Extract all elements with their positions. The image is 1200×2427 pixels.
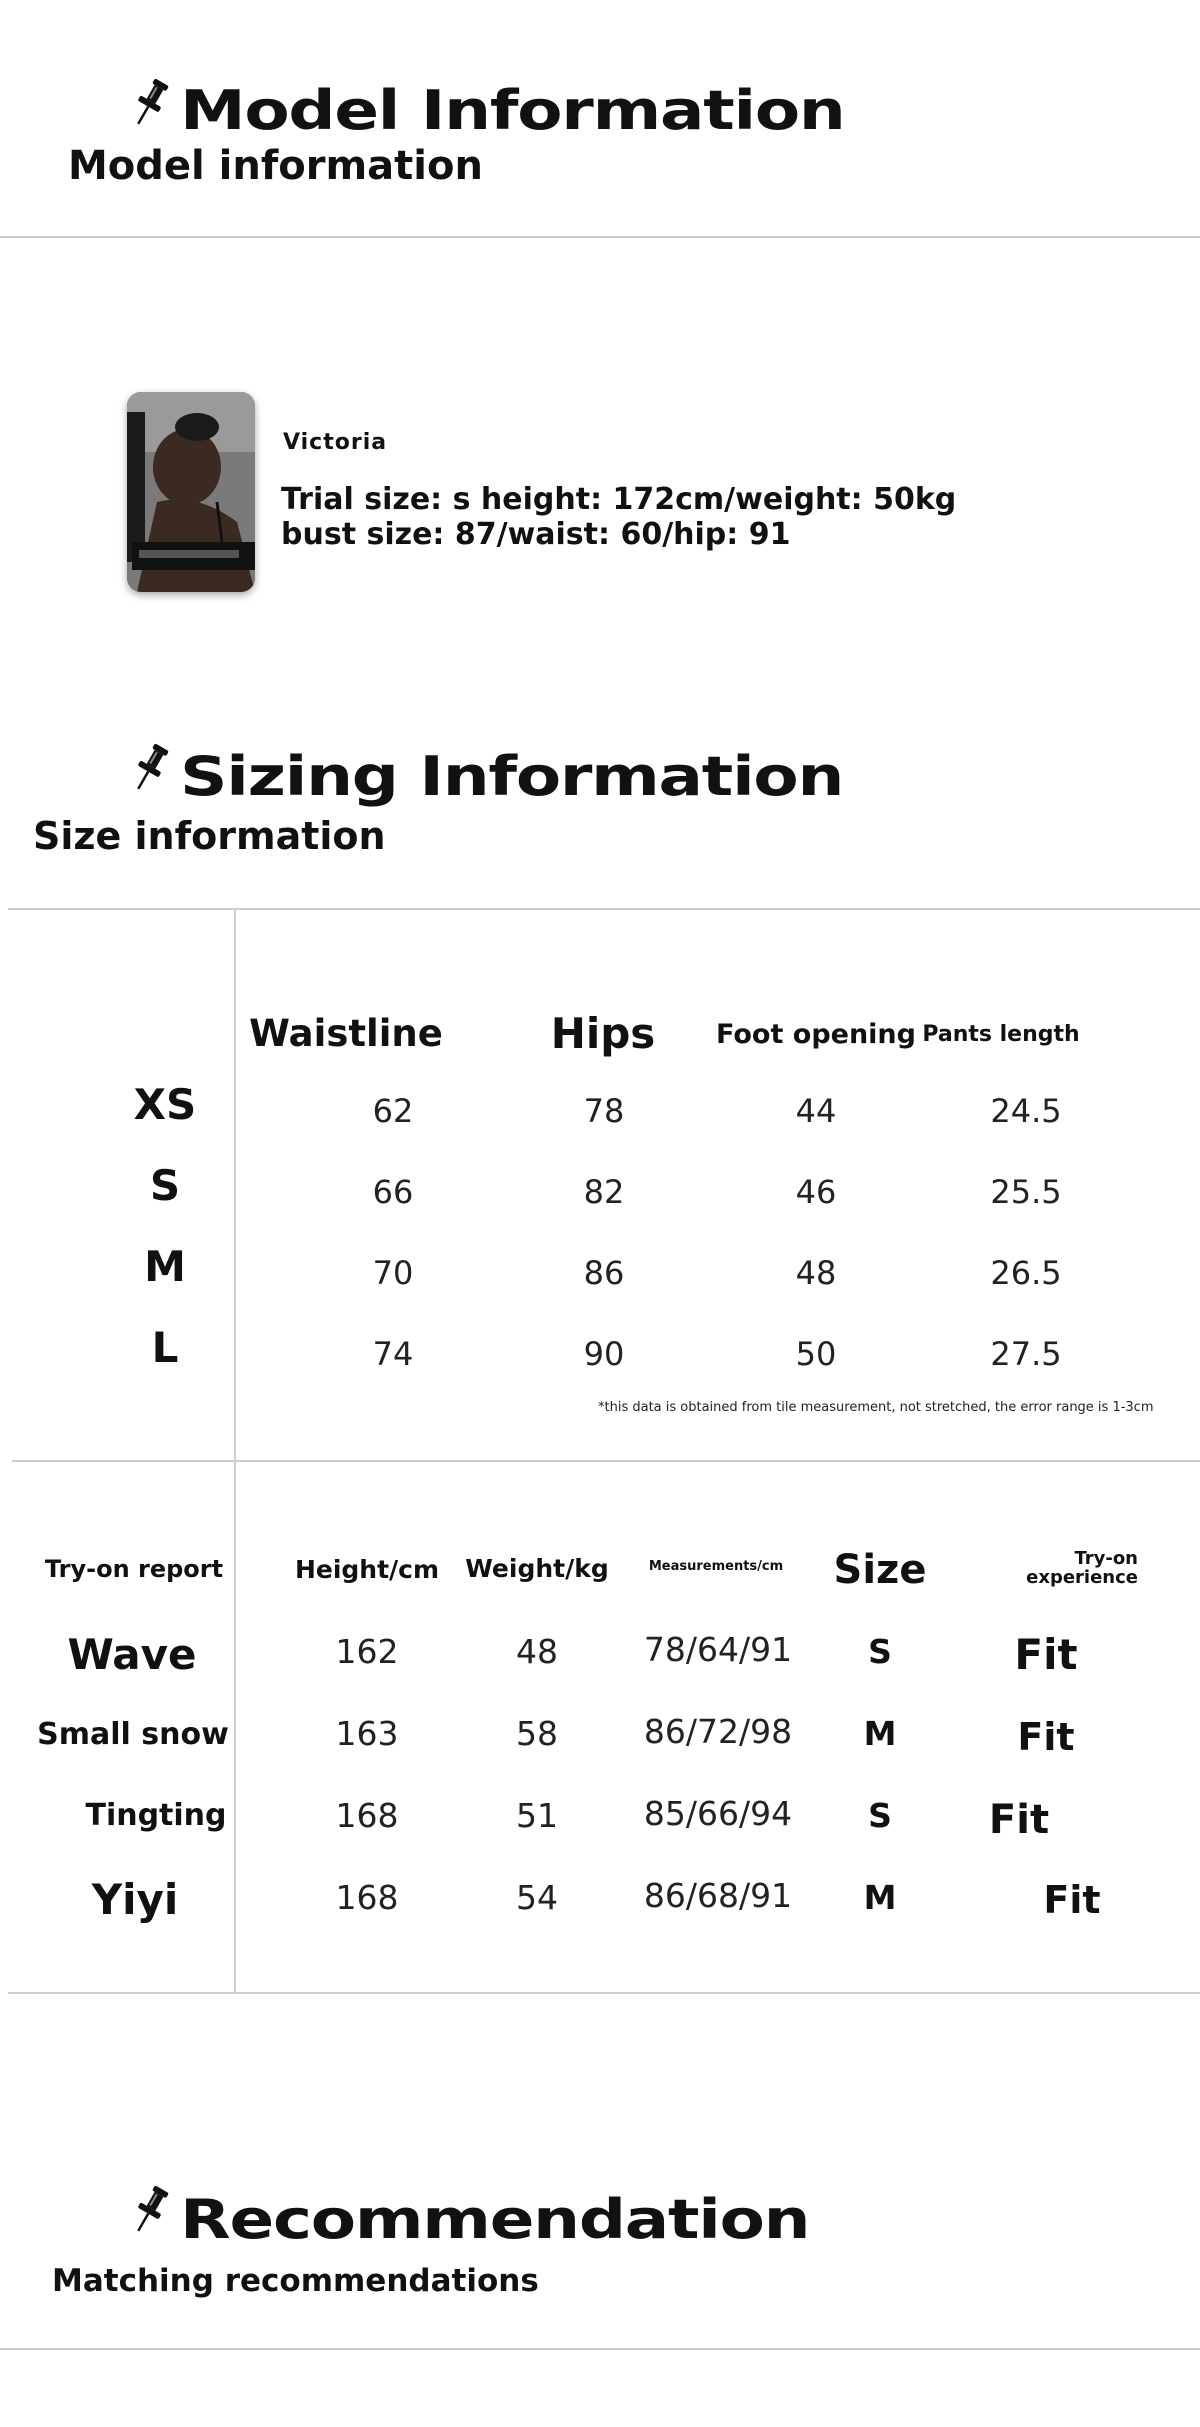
tryon-tingting-weight: 51: [516, 1796, 558, 1835]
pushpin-icon: [130, 742, 170, 794]
tryon-report-label: Try-on report: [44, 1555, 224, 1583]
size-m-hips: 86: [583, 1254, 625, 1292]
column-header-height: Height/cm: [294, 1555, 440, 1584]
size-s-waistline: 66: [372, 1173, 414, 1211]
size-l-foot-opening: 50: [795, 1335, 837, 1373]
model-trial-size-line: Trial size: s height: 172cm/weight: 50kg: [281, 482, 957, 517]
size-xs-pants-length: 24.5: [990, 1092, 1062, 1130]
model-name: Victoria: [283, 430, 388, 455]
divider: [8, 1992, 1200, 1994]
tryon-tingting-height: 168: [335, 1796, 399, 1835]
size-s-hips: 82: [583, 1173, 625, 1211]
size-s-pants-length: 25.5: [990, 1173, 1062, 1211]
tryon-small-snow-height: 163: [335, 1714, 399, 1753]
tryon-name-yiyi: Yiyi: [91, 1875, 179, 1924]
size-l-hips: 90: [583, 1335, 625, 1373]
tryon-name-tingting: Tingting: [85, 1798, 227, 1833]
model-information-heading: Model Information: [180, 79, 845, 142]
model-information-subheading: Model information: [68, 143, 483, 189]
tryon-tingting-measurements: 85/66/94: [643, 1794, 793, 1833]
column-header-size: Size: [833, 1547, 927, 1593]
divider: [0, 236, 1200, 238]
tryon-yiyi-size: M: [863, 1878, 897, 1917]
tryon-small-snow-fit: Fit: [1017, 1715, 1075, 1759]
tryon-name-small-snow: Small snow: [37, 1717, 229, 1752]
column-header-waistline: Waistline: [249, 1012, 443, 1055]
size-xs-foot-opening: 44: [795, 1092, 837, 1130]
table-column-divider: [234, 910, 236, 1460]
divider: [8, 908, 1200, 910]
tryon-tingting-size: S: [868, 1796, 892, 1835]
size-s-foot-opening: 46: [795, 1173, 837, 1211]
tryon-yiyi-weight: 54: [516, 1878, 558, 1917]
size-label-s: S: [149, 1161, 181, 1210]
sizing-information-heading: Sizing Information: [180, 745, 844, 808]
column-header-pants-length: Pants length: [922, 1022, 1080, 1047]
column-header-hips: Hips: [550, 1009, 656, 1058]
tryon-tingting-fit: Fit: [988, 1797, 1050, 1843]
size-l-pants-length: 27.5: [990, 1335, 1062, 1373]
tryon-name-wave: Wave: [67, 1630, 197, 1679]
column-header-weight: Weight/kg: [465, 1554, 609, 1583]
size-label-xs: XS: [133, 1080, 197, 1129]
tryon-yiyi-fit: Fit: [1043, 1878, 1101, 1922]
tryon-wave-measurements: 78/64/91: [643, 1630, 793, 1669]
sizing-information-subheading: Size information: [33, 814, 386, 858]
recommendation-subheading: Matching recommendations: [52, 2263, 539, 2299]
size-label-l: L: [151, 1323, 179, 1372]
model-photo: [127, 392, 255, 592]
size-label-m: M: [144, 1242, 186, 1291]
tryon-wave-size: S: [868, 1632, 892, 1671]
model-measurements-line: bust size: 87/waist: 60/hip: 91: [281, 517, 791, 552]
pushpin-icon: [130, 2184, 170, 2236]
size-l-waistline: 74: [372, 1335, 414, 1373]
divider: [12, 1460, 1200, 1462]
column-header-measurements: Measurements/cm: [648, 1559, 784, 1574]
tryon-yiyi-height: 168: [335, 1878, 399, 1917]
tryon-wave-height: 162: [335, 1632, 399, 1671]
size-m-foot-opening: 48: [795, 1254, 837, 1292]
column-header-tryon-experience: Try-on experience: [1026, 1548, 1138, 1588]
recommendation-heading: Recommendation: [180, 2188, 810, 2251]
size-xs-waistline: 62: [372, 1092, 414, 1130]
size-m-pants-length: 26.5: [990, 1254, 1062, 1292]
column-header-foot-opening: Foot opening: [716, 1019, 916, 1050]
size-m-waistline: 70: [372, 1254, 414, 1292]
tryon-wave-weight: 48: [516, 1632, 558, 1671]
size-xs-hips: 78: [583, 1092, 625, 1130]
tryon-wave-fit: Fit: [1014, 1630, 1078, 1679]
tryon-small-snow-weight: 58: [516, 1714, 558, 1753]
tryon-yiyi-measurements: 86/68/91: [643, 1876, 793, 1915]
table-column-divider: [234, 1462, 236, 1992]
divider: [0, 2348, 1200, 2350]
pushpin-icon: [130, 77, 170, 129]
tryon-small-snow-measurements: 86/72/98: [643, 1712, 793, 1751]
measurement-note: *this data is obtained from tile measurement, not stretched, the error range is 1-3cm: [598, 1400, 1154, 1415]
tryon-small-snow-size: M: [863, 1714, 897, 1753]
